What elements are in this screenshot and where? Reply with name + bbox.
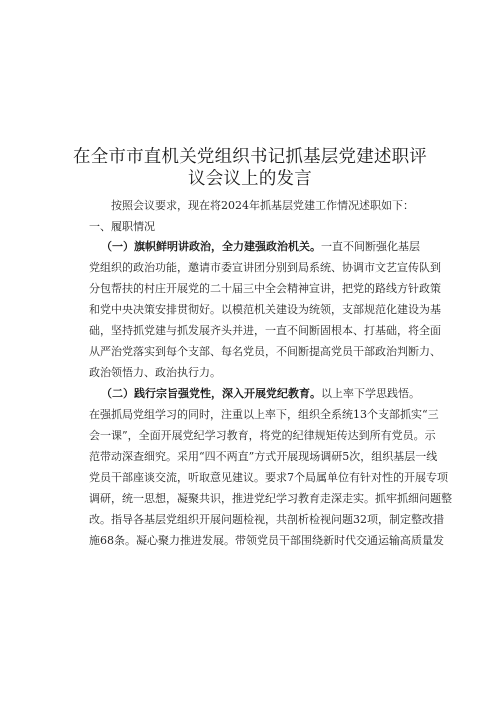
paragraph-2-lead: （二）践行宗旨强党性，深入开展党纪教育。 bbox=[101, 387, 321, 400]
paragraph-2-line-1-text: 以上率下学思践悟。 bbox=[321, 387, 420, 400]
paragraph-1-line: 分包帮扶的村庄开展党的二十届三中全会精神宣讲，把党的路线方针政策 bbox=[89, 282, 441, 295]
paragraph-2-line-1 bbox=[101, 387, 420, 401]
paragraph-1-line: 政治领悟力、政治执行力。 bbox=[89, 366, 221, 379]
paragraph-2-line: 调研，统一思想，凝聚共识，推进党纪学习教育走深走实。抓牢抓细问题整 bbox=[89, 492, 452, 505]
paragraph-1-line-1-text: 一直不间断强化基层 bbox=[321, 240, 420, 253]
paragraph-2-line: 施68条。凝心聚力推进发展。带领党员干部围绕新时代交通运输高质量发 bbox=[89, 534, 444, 547]
paragraph-2-line: 改。指导各基层党组织开展问题检视，共剖析检视问题32项，制定整改措 bbox=[89, 513, 444, 526]
document-title-line-1: 在全市市直机关党组织书记抓基层党建述职评 bbox=[73, 147, 427, 167]
paragraph-1-line: 从严治党落实到每个支部、每名党员，不间断提高党员干部政治判断力、 bbox=[89, 345, 441, 358]
paragraph-2-line: 在强抓局党组学习的同时，注重以上率下，组织全系统13个支部抓实“三 bbox=[89, 408, 439, 421]
paragraph-1-line: 党组织的政治功能，邀请市委宣讲团分别到局系统、协调市文艺宣传队到 bbox=[89, 261, 441, 274]
paragraph-2-line: 范带动深查细究。采用“四不两直”方式开展现场调研5次，组织基层一线 bbox=[89, 450, 438, 463]
paragraph-2-line: 党员干部座谈交流，听取意见建议。要求7个局属单位有针对性的开展专项 bbox=[89, 471, 448, 484]
section-heading-performance: 一、履职情况 bbox=[89, 220, 155, 233]
paragraph-1-line: 和党中央决策安排贯彻好。以模范机关建设为统领，支部规范化建设为基 bbox=[89, 303, 441, 316]
document-title-line-2: 议会议上的发言 bbox=[188, 169, 312, 189]
intro-paragraph: 按照会议要求，现在将2024年抓基层党建工作情况述职如下： bbox=[111, 199, 414, 212]
paragraph-1-line: 础，坚持抓党建与抓发展齐头并进，一直不间断固根本、打基础，将全面 bbox=[89, 324, 441, 337]
paragraph-1-line-1 bbox=[101, 240, 420, 254]
paragraph-2-line: 会一课”，全面开展党纪学习教育，将党的纪律规矩传达到所有党员。示 bbox=[89, 429, 436, 442]
paragraph-1-lead: （一）旗帜鲜明讲政治，全力建强政治机关。 bbox=[101, 240, 321, 253]
